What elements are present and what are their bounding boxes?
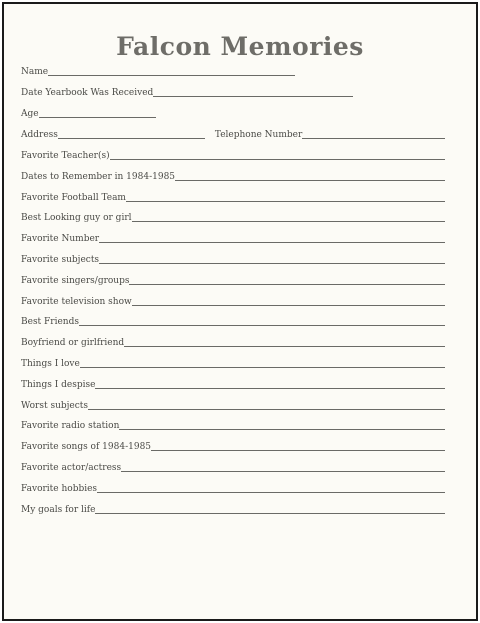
field-name [21, 65, 295, 77]
field-label: Favorite radio station [21, 421, 120, 431]
field-label: Favorite actor/actress [21, 463, 122, 473]
field-label: Address [21, 130, 58, 140]
field-label: Things I love [21, 359, 80, 369]
field-label: Favorite subjects [21, 255, 100, 265]
field-actor [21, 461, 445, 473]
field-number [21, 232, 445, 244]
field-label: Dates to Remember in 1984-1985 [21, 172, 176, 182]
field-goals [21, 503, 445, 515]
field-dates [21, 170, 445, 182]
fill-in-line[interactable] [39, 117, 156, 118]
fill-in-line[interactable] [48, 75, 295, 76]
fill-in-line[interactable] [129, 284, 445, 285]
fill-in-line[interactable] [95, 513, 445, 514]
fill-in-line[interactable] [175, 180, 445, 181]
fill-in-line[interactable] [121, 471, 445, 472]
field-date-received [21, 86, 353, 98]
fill-in-line[interactable] [99, 242, 445, 243]
field-address-telephone [21, 128, 445, 140]
field-label: Favorite television show [21, 297, 132, 307]
field-subjects [21, 253, 445, 265]
field-football [21, 191, 445, 203]
field-label: Best Looking guy or girl [21, 213, 132, 223]
field-label: My goals for life [21, 505, 96, 515]
field-teachers [21, 149, 445, 161]
field-age [21, 107, 156, 119]
fill-in-line[interactable] [132, 221, 445, 222]
field-despise [21, 378, 445, 390]
field-hobbies [21, 482, 445, 494]
fill-in-line[interactable] [132, 305, 445, 306]
field-radio [21, 419, 445, 431]
field-label: Favorite Teacher(s) [21, 151, 110, 161]
field-boyfriend [21, 336, 445, 348]
field-label: Best Friends [21, 317, 79, 327]
fill-in-line[interactable] [80, 367, 445, 368]
fill-in-line[interactable] [88, 409, 445, 410]
field-label: Favorite Football Team [21, 193, 126, 203]
fill-in-line[interactable] [99, 263, 445, 264]
fill-in-line[interactable] [124, 346, 445, 347]
fill-in-line[interactable] [58, 138, 205, 139]
field-songs [21, 440, 445, 452]
fill-in-line[interactable] [95, 388, 445, 389]
field-tv [21, 295, 445, 307]
field-best-looking [21, 211, 445, 223]
field-label: Favorite Number [21, 234, 100, 244]
field-label: Worst subjects [21, 401, 89, 411]
fill-in-line[interactable] [97, 492, 445, 493]
field-label: Things I despise [21, 380, 96, 390]
fill-in-line[interactable] [110, 159, 445, 160]
field-label: Name [21, 67, 49, 77]
field-label: Favorite singers/groups [21, 276, 130, 286]
fill-in-line[interactable] [79, 325, 445, 326]
field-label: Favorite hobbies [21, 484, 98, 494]
fill-in-line[interactable] [119, 429, 445, 430]
field-singers [21, 274, 445, 286]
fill-in-line[interactable] [126, 201, 445, 202]
field-friends [21, 315, 445, 327]
field-worst [21, 399, 445, 411]
yearbook-page [2, 2, 478, 621]
field-label: Date Yearbook Was Received [21, 88, 154, 98]
field-label: Boyfriend or girlfriend [21, 338, 125, 348]
fill-in-line[interactable] [151, 450, 445, 451]
field-label: Telephone Number [214, 130, 303, 140]
field-love [21, 357, 445, 369]
fill-in-line[interactable] [302, 138, 445, 139]
fill-in-line[interactable] [153, 96, 353, 97]
field-label: Age [21, 109, 39, 119]
page-title: Falcon Memories [116, 32, 364, 61]
field-label: Favorite songs of 1984-1985 [21, 442, 152, 452]
